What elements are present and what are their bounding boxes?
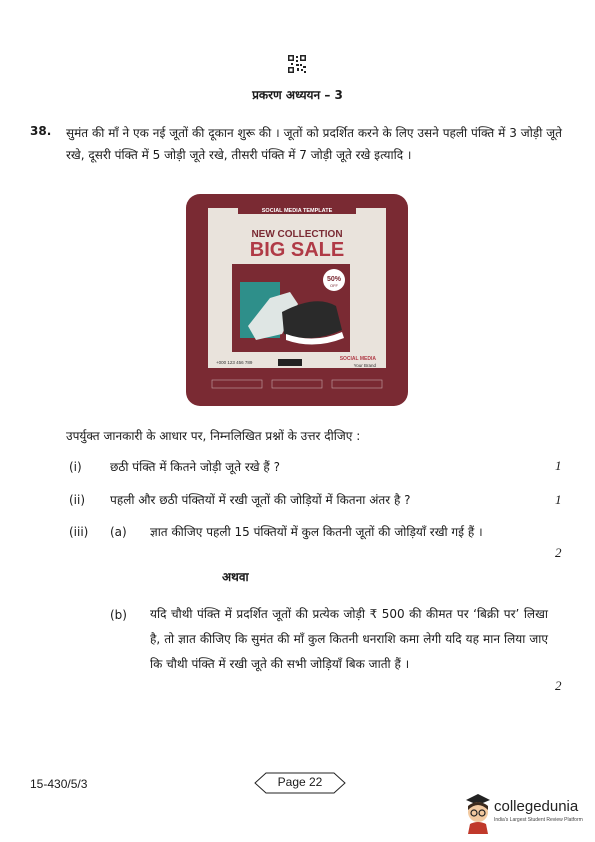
logo-tagline: India's Largest Student Review Platform: [494, 817, 583, 823]
subq-3-part: (a): [110, 525, 127, 539]
shoe-sale-poster-image: [186, 194, 408, 406]
poster-brand: Your Brand: [353, 363, 376, 368]
subq-3-marks: 2: [555, 545, 562, 560]
subq-1-marks: 1: [555, 458, 562, 473]
subq-1-number: (i): [69, 460, 82, 474]
subq-2-text: पहली और छठी पंक्तियों में रखी जूतों की जोड़ियों में कितना अंतर है ?: [110, 493, 411, 507]
subq-3-text: ज्ञात कीजिए पहली 15 पंक्तियों में कुल कितनी जूतों की जोड़ियाँ रखी गई हैं ।: [150, 525, 483, 539]
subq-2-marks: 1: [555, 492, 562, 507]
collegedunia-mascot-icon: [462, 790, 494, 834]
poster-discount-sub: OFF: [330, 283, 338, 288]
logo-name: collegedunia: [494, 798, 579, 815]
poster-headline: NEW COLLECTION: [251, 229, 343, 240]
instruction-text: उपर्युक्त जानकारी के आधार पर, निम्नलिखित प्रश्नों के उत्तर दीजिए :: [66, 429, 361, 443]
part-b-text: यदि चौथी पंक्ति में प्रदर्शित जूतों की प्रत्येक जोड़ी ₹ 500 की कीमत पर ‘बिक्री पर’ लिखा है, तो ज्ञात कीजिए कि सुमंत की माँ कुल कितनी धनराशि कमा लेगी यदि यह मान लिया जाए कि चौथी पंक्ति में रखी जूते की सभी जोड़ियाँ बिक जाती हैं ।: [150, 607, 548, 671]
part-b-label: (b): [110, 608, 127, 622]
poster-top-label: SOCIAL MEDIA TEMPLATE: [261, 208, 333, 214]
poster-social: SOCIAL MEDIA: [339, 356, 376, 362]
subq-2-number: (ii): [69, 493, 86, 507]
poster-discount: 50%: [326, 276, 342, 283]
paper-code: 15-430/5/3: [30, 777, 88, 791]
qr-code-icon: [287, 54, 307, 74]
subq-3-number: (iii): [69, 525, 89, 539]
subq-1-text: छठी पंक्ति में कितने जोड़ी जूते रखे हैं ?: [110, 460, 280, 474]
question-number: 38.: [30, 124, 52, 138]
poster-phone: +000 123 456 789: [216, 360, 253, 365]
page-number: Page 22: [277, 775, 323, 789]
part-b-marks: 2: [555, 678, 562, 693]
section-title: प्रकरण अध्ययन – 3: [252, 88, 343, 102]
or-label: अथवा: [222, 570, 249, 584]
poster-big-text: BIG SALE: [249, 239, 345, 261]
question-text: सुमंत की माँ ने एक नई जूतों की दूकान शुरू की । जूतों को प्रदर्शित करने के लिए उसने पहली पंक्ति में 3 जोड़ी जूते रखे, दूसरी पंक्ति में 5 जोड़ी जूते रखे, तीसरी पंक्ति में 7 जोड़ी जूते रखे इत्यादि ।: [66, 126, 562, 162]
